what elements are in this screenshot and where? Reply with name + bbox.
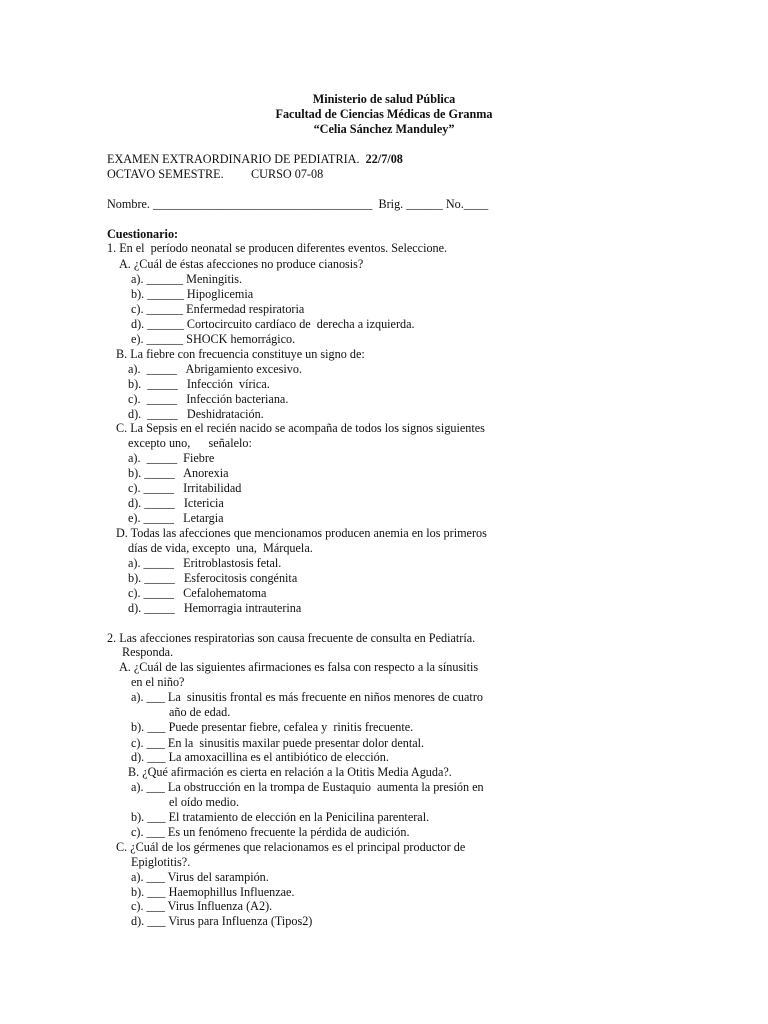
option: a). ______ Meningitis. [131,272,243,286]
option: b). ___ Puede presentar fiebre, cefalea y rinitis frecuente. [131,720,414,734]
option: d). ___ La amoxacillina es el antibiótico de elección. [131,750,389,764]
semester-course: OCTAVO SEMESTRE. CURSO 07-08 [107,167,324,181]
option: d). _____ Hemorragia intrauterina [128,601,302,615]
option: a). _____ Abrigamiento excesivo. [128,362,302,376]
option: c). ___ En la sinusitis maxilar puede presentar dolor dental. [131,736,425,750]
option: a). _____ Eritroblastosis fetal. [128,556,282,570]
option: c). ______ Enfermedad respiratoria [131,302,305,316]
option: a). ___ Virus del sarampión. [131,870,269,884]
faculty-title: Facultad de Ciencias Médicas de Granma [275,107,493,121]
questionnaire-heading: Cuestionario: [107,227,179,241]
question-1b-stem: B. La fiebre con frecuencia constituye un signo de: [116,347,365,361]
question-2-intro: 2. Las afecciones respiratorias son causa frecuente de consulta en Pediatría. [107,631,476,645]
option: b). _____ Infección vírica. [128,377,270,391]
question-1d-stem: D. Todas las afecciones que mencionamos producen anemia en los primeros [116,526,487,540]
question-2a-stem-cont: en el niño? [131,675,185,689]
exam-date: 22/7/08 [365,152,403,166]
option: d). _____ Ictericia [128,496,224,510]
option: a). ___ La sinusitis frontal es más frecuente en niños menores de cuatro [131,690,483,704]
exam-title-line [107,152,403,167]
institution-name: “Celia Sánchez Manduley” [313,122,455,136]
option: b). ______ Hipoglicemia [131,287,254,301]
question-2c-stem: C. ¿Cuál de los gérmenes que relacionamos es el principal productor de [116,840,466,854]
option: b). ___ Haemophillus Influenzae. [131,885,295,899]
option: e). ______ SHOCK hemorrágico. [131,332,296,346]
option: e). _____ Letargia [128,511,224,525]
option: a). ___ La obstrucción en la trompa de Eustaquio aumenta la presión en [131,780,484,794]
option: c). _____ Irritabilidad [128,481,242,495]
option: b). _____ Anorexia [128,466,229,480]
question-2c-stem-cont: Epiglotitis?. [131,855,191,869]
option: b). ___ El tratamiento de elección en la Penicilina parenteral. [131,810,430,824]
exam-title: EXAMEN EXTRAORDINARIO DE PEDIATRIA. [107,152,366,166]
question-2a-stem: A. ¿Cuál de las siguientes afirmaciones es falsa con respecto a la sínusitis [119,660,479,674]
question-1a-stem: A. ¿Cuál de éstas afecciones no produce cianosis? [119,257,364,271]
option-cont: el oído medio. [169,795,240,809]
question-1-intro: 1. En el período neonatal se producen diferentes eventos. Seleccione. [107,241,448,255]
option: d). _____ Deshidratación. [128,407,264,421]
option: b). _____ Esferocitosis congénita [128,571,298,585]
option: d). ___ Virus para Influenza (Tipos2) [131,914,313,928]
option: c). _____ Infección bacteriana. [128,392,289,406]
option-cont: año de edad. [169,705,231,719]
question-1d-stem-cont: días de vida, excepto una, Márquela. [128,541,313,555]
question-1c-stem: C. La Sepsis en el recién nacido se acompaña de todos los signos siguientes [116,421,485,435]
ministry-title: Ministerio de salud Pública [312,92,456,106]
option: c). _____ Cefalohematoma [128,586,267,600]
option: d). ______ Cortocircuito cardíaco de derecha a izquierda. [131,317,415,331]
question-2b-stem: B. ¿Qué afirmación es cierta en relación a la Otitis Media Aguda?. [128,765,452,779]
student-info-line: Nombre. ____________________________________ Brig. ______ No.____ [107,197,489,211]
question-2-intro-cont: Responda. [122,645,174,659]
question-1c-stem-cont: excepto uno, señalelo: [128,436,252,450]
option: a). _____ Fiebre [128,451,215,465]
option: c). ___ Es un fenómeno frecuente la pérdida de audición. [131,825,410,839]
option: c). ___ Virus Influenza (A2). [131,899,273,913]
